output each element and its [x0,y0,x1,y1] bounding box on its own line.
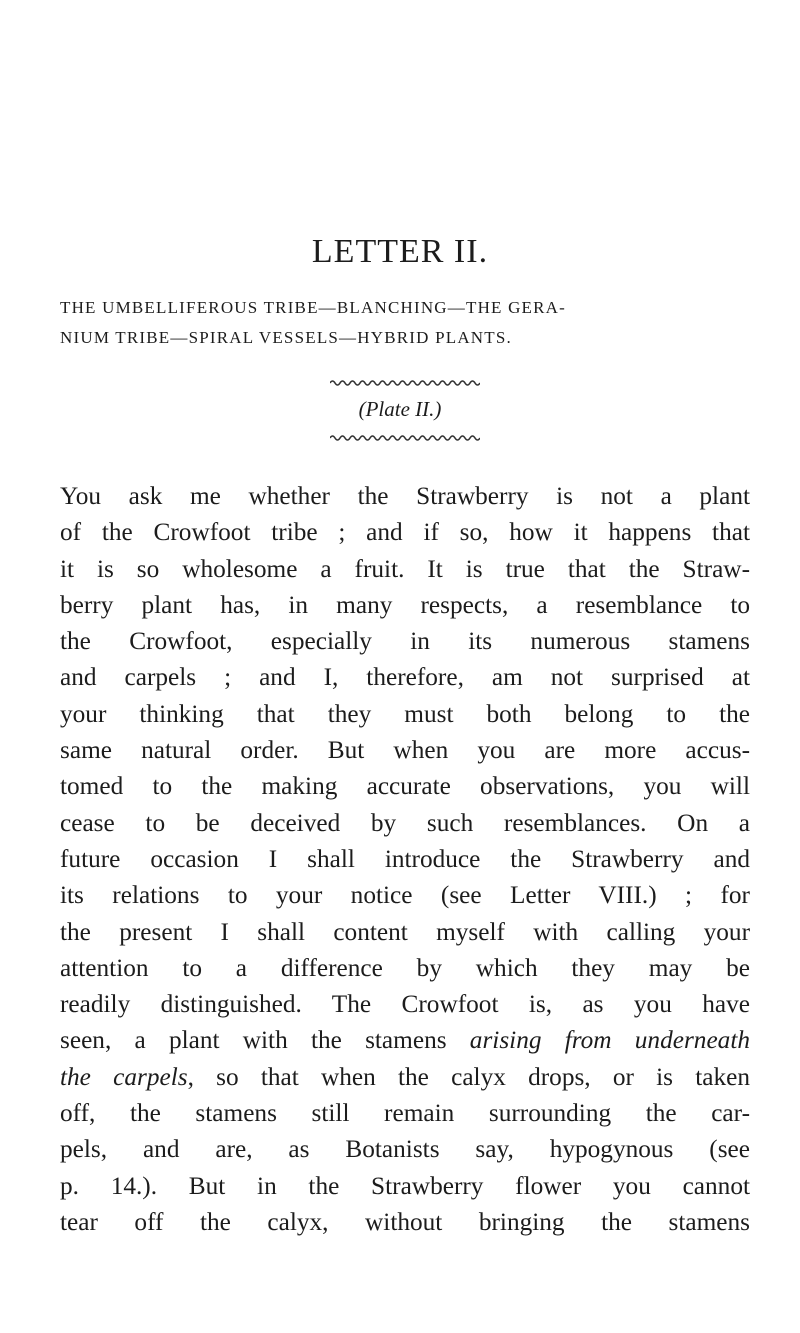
text-line: the present I shall content myself with calling your [60,917,750,946]
ornamental-rule-top [330,379,480,387]
text-line [60,1059,750,1095]
subtitle-line-2: NIUM TRIBE—SPIRAL VESSELS—HYBRID PLANTS. [60,328,512,347]
plate-reference: (Plate II.) [358,397,442,421]
text-line: readily distinguished. The Crowfoot is, as you have [60,990,750,1019]
ornamental-rule-bottom [330,434,480,442]
text-line: tear off the calyx, without bringing the stamens [60,1207,750,1236]
text-line: p. 14.). But in the Strawberry flower you cannot [60,1171,750,1200]
text-line: and carpels ; and I, therefore, am not surprised at [60,663,750,692]
text-line: its relations to your notice (see Letter VIII.) ; for [60,881,750,910]
text-line [60,1022,750,1058]
text-line: it is so wholesome a fruit. It is true that the Straw- [60,554,750,583]
text-line: your thinking that they must both belong to the [60,699,750,728]
italic-emphasis: the carpels [60,1062,188,1091]
text-line: of the Crowfoot tribe ; and if so, how it happens that [60,518,750,547]
text-segment: seen, a plant with the stamens [60,1026,470,1055]
text-line: attention to a difference by which they may be [60,953,750,982]
text-line: the Crowfoot, especially in its numerous stamens [60,627,750,656]
letter-title: LETTER II. [311,233,489,270]
text-line: future occasion I shall introduce the Strawberry and [60,844,750,873]
italic-emphasis: arising from underneath [469,1026,750,1055]
text-line: off, the stamens still remain surrounding the car- [60,1099,750,1128]
subtitle-line-1: THE UMBELLIFEROUS TRIBE—BLANCHING—THE GERA- [60,298,567,317]
text-line: cease to be deceived by such resemblances. On a [60,808,750,837]
text-line: You ask me whether the Strawberry is not a plant [60,482,750,510]
letter-body [60,478,750,1240]
text-segment: , so that when the calyx drops, or is taken [187,1062,750,1091]
text-line: pels, and are, as Botanists say, hypogynous (see [60,1135,750,1164]
text-line: tomed to the making accurate observations, you will [60,772,750,801]
text-line: berry plant has, in many respects, a resemblance to [60,590,750,619]
text-line: same natural order. But when you are more accus- [60,736,750,765]
